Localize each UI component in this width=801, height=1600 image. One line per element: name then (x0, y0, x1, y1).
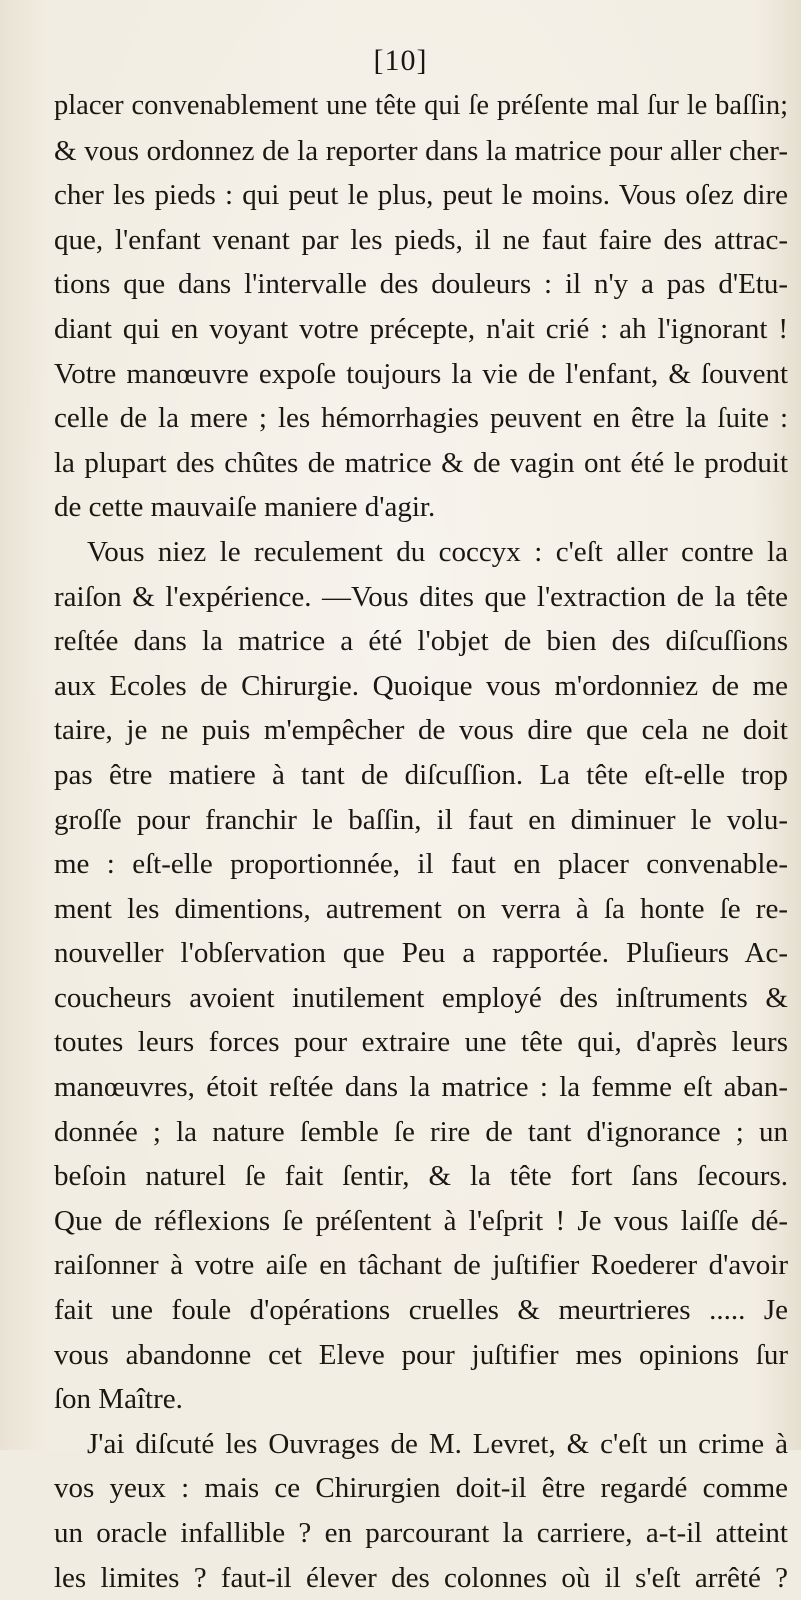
text-line: que, l'enfant venant par les pieds, il ne faut faire des attrac- (54, 223, 788, 256)
text-line: pas être matiere à tant de diſcuſſion. La tête eſt-elle trop (54, 758, 788, 791)
text-line: raiſonner à votre aiſe en tâchant de juſtifier Roederer d'avoir (54, 1249, 788, 1282)
text-line: vos yeux : mais ce Chirurgien doit-il être regardé comme (54, 1472, 788, 1505)
text-line: J'ai diſcuté les Ouvrages de M. Levret, & c'eſt un crime à (87, 1427, 788, 1460)
text-line: manœuvres, étoit reſtée dans la matrice : la femme eſt aban- (54, 1071, 788, 1104)
text-line: beſoin naturel ſe fait ſentir, & la tête fort ſans ſecours. (54, 1160, 788, 1193)
text-line: & vous ordonnez de la reporter dans la matrice pour aller cher- (54, 134, 788, 167)
text-line: groſſe pour franchir le baſſin, il faut en diminuer le volu- (54, 803, 788, 836)
text-line: cher les pieds : qui peut le plus, peut le moins. Vous oſez dire (54, 179, 788, 212)
text-line: raiſon & l'expérience. —Vous dites que l'extraction de la tête (54, 580, 788, 613)
text-line: aux Ecoles de Chirurgie. Quoique vous m'ordonniez de me (54, 669, 788, 702)
text-line: Votre manœuvre expoſe toujours la vie de l'enfant, & ſouvent (54, 357, 788, 390)
page-number: [10] (373, 44, 428, 77)
text-line: donnée ; la nature ſemble ſe rire de tant d'ignorance ; un (54, 1115, 788, 1148)
text-line: ment les dimentions, autrement on verra à ſa honte ſe re- (54, 892, 788, 925)
text-line: tions que dans l'intervalle des douleurs : il n'y a pas d'Etu- (54, 268, 788, 301)
text-line: Vous niez le reculement du coccyx : c'eſt aller contre la (87, 535, 788, 568)
text-line: diant qui en voyant votre précepte, n'ait crié : ah l'ignorant ! (54, 312, 788, 345)
text-line: coucheurs avoient inutilement employé des inſtruments & (54, 981, 788, 1014)
text-line: toutes leurs forces pour extraire une tête qui, d'après leurs (54, 1026, 788, 1059)
text-line: un oracle infallible ? en parcourant la carriere, a-t-il atteint (54, 1517, 788, 1549)
text-line: fait une foule d'opérations cruelles & meurtrieres ..... Je (54, 1294, 788, 1327)
text-line: vous abandonne cet Eleve pour juſtifier mes opinions ſur (54, 1338, 788, 1371)
text-line: la plupart des chûtes de matrice & de vagin ont été le produit (54, 446, 788, 479)
text-line: reſtée dans la matrice a été l'objet de bien des diſcuſſions (54, 625, 788, 658)
text-line: nouveller l'obſervation que Peu a rapportée. Pluſieurs Ac- (54, 937, 788, 970)
text-line: ſon Maître. (54, 1383, 183, 1416)
body-text (54, 84, 788, 1600)
text-line: me : eſt-elle proportionnée, il faut en placer convenable- (54, 848, 788, 881)
text-line: placer convenablement une tête qui ſe préſente mal ſur le baſſin; (54, 90, 788, 121)
text-line: Que de réflexions ſe préſentent à l'eſprit ! Je vous laiſſe dé- (54, 1204, 788, 1237)
text-line: les limites ? faut-il élever des colonnes où il s'eſt arrêté ? (54, 1561, 788, 1594)
text-line: celle de la mere ; les hémorrhagies peuvent en être la ſuite : (54, 402, 788, 435)
text-line: de cette mauvaiſe maniere d'agir. (54, 491, 436, 524)
text-line: taire, je ne puis m'empêcher de vous dire que cela ne doit (54, 714, 788, 747)
